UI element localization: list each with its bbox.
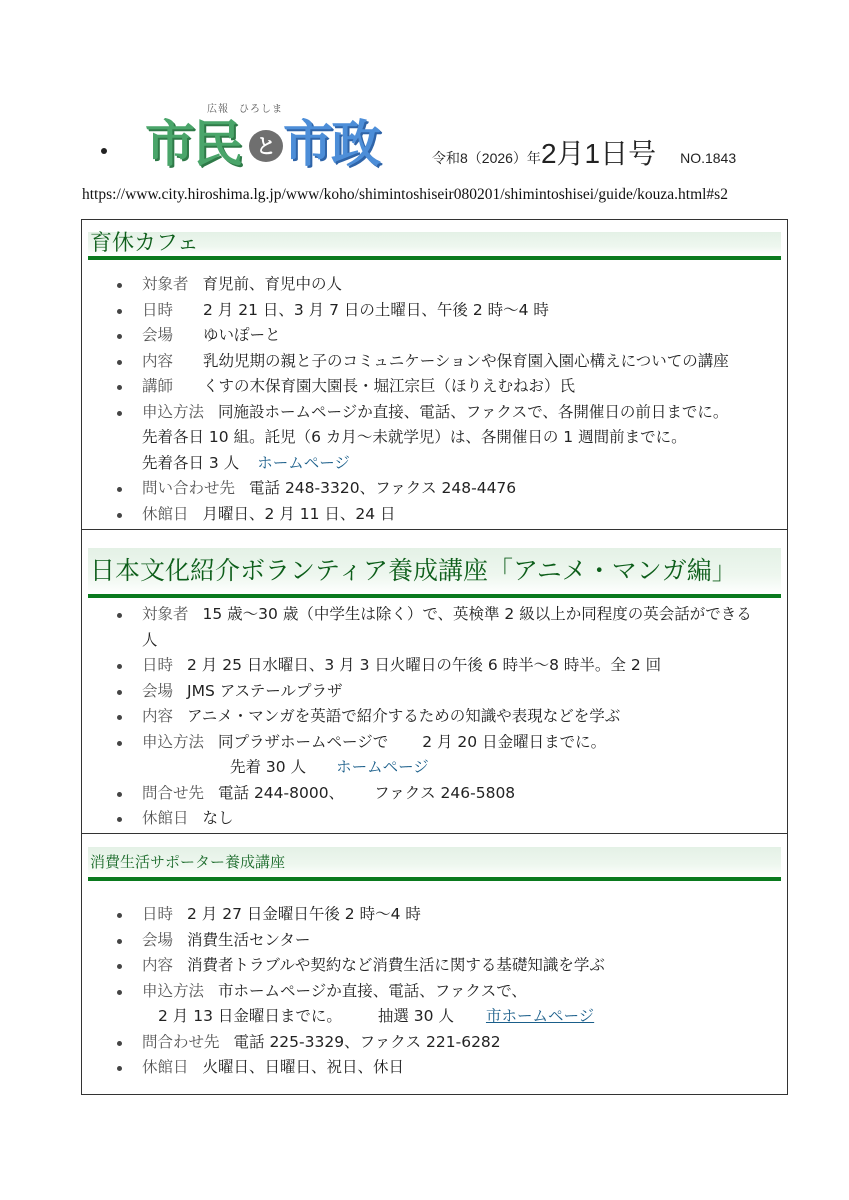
item-text-continued: [142, 1004, 787, 1030]
logo-kicker: [207, 100, 293, 115]
item-text: 2 月 13 日金曜日までに。: [158, 1007, 342, 1025]
logo-kicker-koho: 広報: [207, 104, 229, 115]
list-item: [82, 730, 787, 781]
item-text-continued: 先着各日 10 組。託児（6 カ月～未就学児）は、各開催日の 1 週間前までに。: [142, 428, 687, 446]
list-item: [82, 349, 787, 375]
list-item: [82, 979, 787, 1030]
item-text: なし: [202, 809, 234, 827]
item-text: 抽選 30 人: [377, 1007, 454, 1025]
item-text: 消費生活センター: [187, 930, 311, 949]
bullet-icon: [117, 487, 122, 492]
item-text: 先着 30 人: [230, 758, 307, 776]
item-text: 消費者トラブルや契約など消費生活に関する基礎知識を学ぶ: [187, 956, 605, 974]
item-text: 乳幼児期の親と子のコミュニケーションや保育園入園心構えについての講座: [203, 351, 729, 370]
logo-shimin: 市民: [145, 115, 241, 173]
list-item: [82, 272, 787, 298]
list-item: [82, 902, 787, 928]
item-text: ファクス 246-5808: [374, 783, 516, 802]
bullet-icon: [117, 939, 122, 944]
bullet-icon: [117, 664, 122, 669]
bullet-icon: [117, 1041, 122, 1046]
item-text: 市ホームページか直接、電話、ファクスで、: [218, 981, 527, 1000]
bullet-icon: [117, 817, 122, 822]
item-text-continued: [142, 451, 787, 477]
item-label: 日時: [142, 905, 174, 923]
item-label: 休館日: [142, 809, 189, 827]
section-anime-manga-volunteer: [81, 529, 788, 834]
issue-date: 2月1日号: [540, 138, 657, 169]
bullet-icon: [117, 283, 122, 288]
item-label: 日時: [142, 656, 174, 674]
item-label: 申込方法: [142, 732, 205, 751]
issue-era: 令和8（2026）年: [432, 150, 541, 166]
bullet-icon: [117, 715, 122, 720]
item-text: くすの木保育園大園長・堀江宗巨（ほりえむねお）氏: [203, 377, 576, 395]
bullet-icon: [117, 360, 122, 365]
list-item: [82, 502, 787, 528]
bullet-icon: [117, 385, 122, 390]
homepage-link[interactable]: ホームページ: [336, 758, 429, 776]
bullet-icon: [117, 913, 122, 918]
list-item: [82, 1055, 787, 1081]
item-label: 問合せ先: [142, 783, 205, 802]
masthead-logo: [145, 100, 400, 180]
item-text: 月曜日、2 月 11 日、24 日: [202, 504, 396, 523]
item-label: 申込方法: [142, 981, 205, 1000]
item-label: 申込方法: [142, 402, 205, 421]
detail-list: [82, 272, 787, 527]
list-item: [82, 400, 787, 477]
item-label: 会場: [142, 930, 174, 949]
bullet-icon: [117, 613, 122, 618]
page-url: https://www.city.hiroshima.lg.jp/www/koho/shimintoshiseir080201/shimintoshisei/guide/kouza.html#s2: [82, 186, 728, 203]
section-ikukyu-cafe: [81, 219, 788, 530]
list-item: [82, 806, 787, 832]
bullet-icon: [117, 741, 122, 746]
bullet-icon: [117, 411, 122, 416]
item-label: 内容: [142, 707, 174, 725]
item-text: 2 月 27 日金曜日午後 2 時～4 時: [187, 905, 421, 923]
item-text: 火曜日、日曜日、祝日、休日: [202, 1058, 405, 1076]
item-text-continued: 人: [142, 630, 158, 649]
item-label: 対象者: [142, 605, 189, 623]
bullet-icon: [117, 990, 122, 995]
list-item: [82, 298, 787, 324]
logo-to: と: [249, 130, 283, 162]
bullet-icon: [117, 690, 122, 695]
section-title: 消費生活サポーター養成講座: [88, 847, 781, 881]
issue-number: NO.1843: [680, 150, 737, 166]
list-item: [82, 476, 787, 502]
item-text: 同プラザホームページで: [218, 732, 389, 751]
item-label: 内容: [142, 956, 174, 974]
item-text: 同施設ホームページか直接、電話、ファクスで、各開催日の前日までに。: [218, 402, 729, 421]
bullet-icon: [117, 309, 122, 314]
detail-list: [82, 602, 787, 832]
item-text: 2 月 25 日水曜日、3 月 3 日火曜日の午後 6 時半～8 時半。全 2 回: [187, 656, 662, 674]
item-label: 会場: [142, 681, 174, 700]
item-label: 内容: [142, 351, 174, 370]
list-item: [82, 679, 787, 705]
city-homepage-link[interactable]: 市ホームページ: [485, 1007, 595, 1025]
section-consumer-supporter: [81, 833, 788, 1095]
item-text: JMS アステールプラザ: [187, 681, 343, 700]
list-item: [82, 1030, 787, 1056]
list-item: [82, 704, 787, 730]
item-text: アニメ・マンガを英語で紹介するための知識や表現などを学ぶ: [187, 707, 621, 725]
item-label: 日時: [142, 300, 174, 319]
item-text: ゆいぽーと: [203, 326, 281, 344]
bullet-icon: [117, 513, 122, 518]
item-text: 電話 248-3320、ファクス 248-4476: [249, 479, 517, 497]
list-item: [82, 602, 787, 653]
item-text: 15 歳～30 歳（中学生は除く）で、英検準 2 級以上か同程度の英会話ができる: [202, 605, 752, 623]
list-item: [82, 374, 787, 400]
list-item: [82, 653, 787, 679]
bullet-icon: [117, 1066, 122, 1071]
list-item: [82, 928, 787, 954]
item-text: 電話 244-8000、: [218, 783, 345, 802]
bullet-icon: [117, 334, 122, 339]
bullet-icon: [117, 964, 122, 969]
issue-info: [432, 132, 736, 172]
item-label: 講師: [142, 377, 174, 395]
bullet-icon: [117, 792, 122, 797]
item-label: 会場: [142, 326, 174, 344]
homepage-link[interactable]: ホームページ: [257, 453, 350, 472]
item-label: 休館日: [142, 1058, 189, 1076]
list-bullet: [101, 148, 107, 154]
logo-kicker-hiroshima: ひろしま: [239, 104, 283, 115]
item-text-continued: [142, 755, 787, 781]
item-label: 休館日: [142, 504, 189, 523]
list-item: [82, 781, 787, 807]
item-label: 対象者: [142, 275, 189, 293]
section-title: 日本文化紹介ボランティア養成講座「アニメ・マンガ編」: [88, 548, 781, 598]
section-title: 育休カフェ: [88, 232, 781, 260]
item-text: 育児前、育児中の人: [202, 275, 343, 293]
item-text: 電話 225-3329、ファクス 221-6282: [233, 1032, 501, 1051]
item-text: 先着各日 3 人: [142, 453, 240, 472]
detail-list: [82, 902, 787, 1081]
list-item: [82, 953, 787, 979]
list-item: [82, 323, 787, 349]
item-text: 2 月 21 日、3 月 7 日の土曜日、午後 2 時～4 時: [203, 300, 549, 319]
item-label: 問い合わせ先: [142, 479, 236, 497]
logo-shisei: 市政: [283, 115, 379, 173]
item-label: 問合わせ先: [142, 1032, 220, 1051]
item-text: 2 月 20 日金曜日までに。: [422, 732, 607, 751]
